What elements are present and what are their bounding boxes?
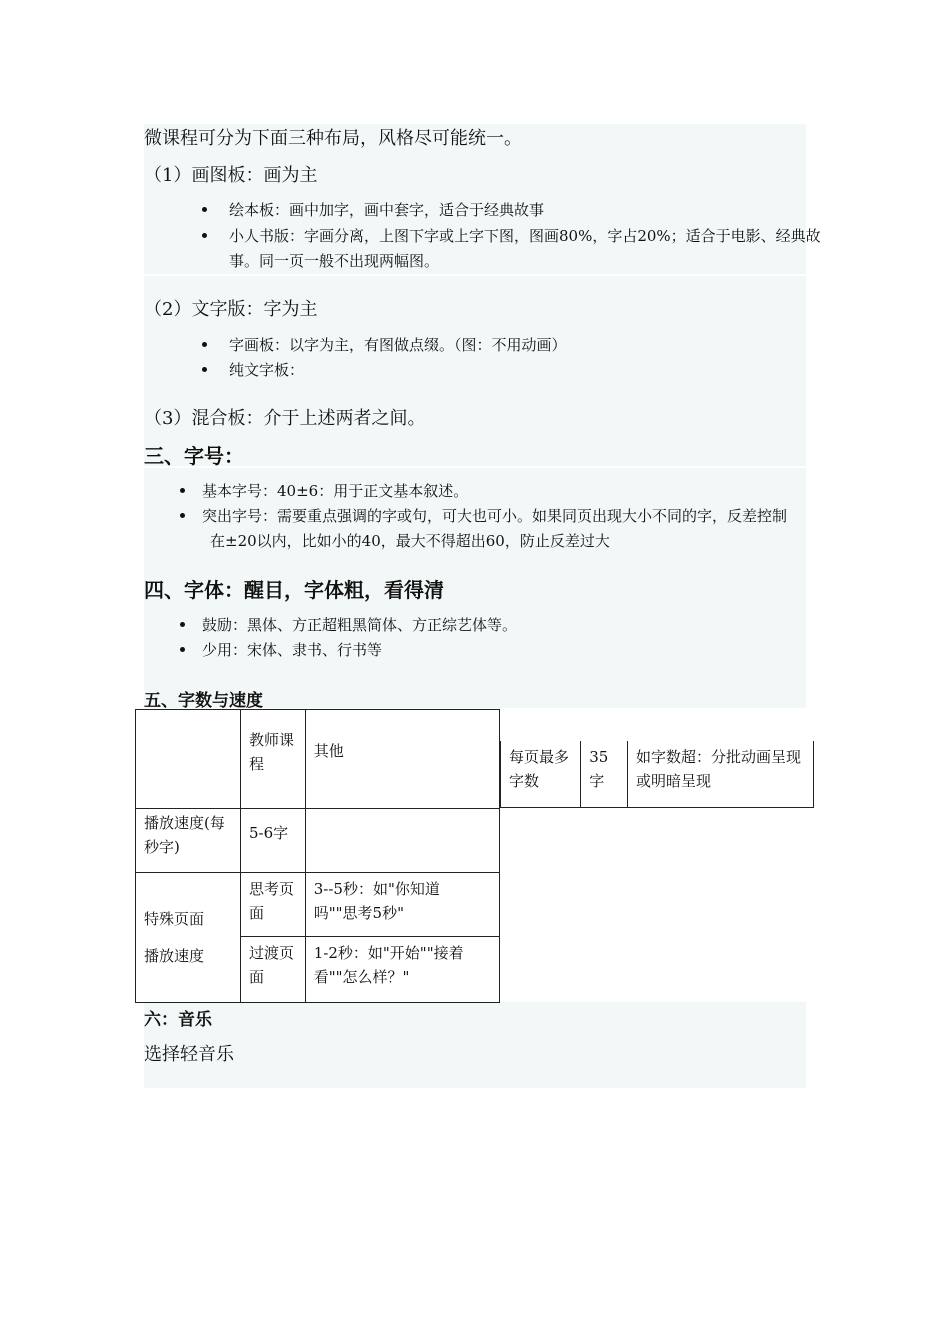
bullet-dot [180,488,185,493]
cell-line: 面 [248,904,264,922]
bullet-dot [202,367,207,372]
bullet-dot [202,233,207,238]
table-cell-overflow-note [628,741,814,807]
cell-line: 3--5秒：如"你知道 [313,880,440,898]
cell-line: 如字数超：分批动画呈现 [636,748,802,766]
section6-body: 选择轻音乐 [144,1044,234,1065]
layout3-heading: （3）混合板：介于上述两者之间。 [144,408,426,429]
section3-item-2: 突出字号：需要重点强调的字或句，可大也可小。如果同页出现大小不同的字，反差控制 [202,507,788,525]
cell-line: 过渡页 [248,944,294,962]
bullet-dot [180,513,185,518]
table-cell-think-value [305,873,499,937]
section3-item-1: 基本字号：40±6：用于正文基本叙述。 [202,482,469,500]
table-cell-empty [136,710,241,809]
shade-block-4 [144,1002,806,1088]
table-cell-think-label [240,873,305,937]
section4-item-1: 鼓励：黑体、方正超粗黑简体、方正综艺体等。 [202,616,518,634]
table-cell-speed-value [240,809,305,873]
cell-line: 特殊页面 [144,910,205,928]
cell-line: 每页最多 [509,748,570,766]
cell-line: 或明暗呈现 [636,772,712,790]
cell-line: 字 [589,772,605,790]
bullet-dot [180,647,185,652]
cell-line: 播放速度(每 [144,814,225,832]
section4-item-2: 少用：宋体、隶书、行书等 [202,641,383,659]
cell-line: 字数 [509,772,540,790]
table-header-other [305,710,499,809]
layout1-item-1: 绘本板：画中加字，画中套字，适合于经典故事 [229,201,545,219]
intro-text: 微课程可分为下面三种布局，风格尽可能统一。 [144,128,522,149]
section3-title: 三、字号： [144,444,244,468]
cell-line: 教师课 [248,731,294,749]
table-cell-max-words-label [501,741,581,807]
section5-title: 五、字数与速度 [144,691,263,711]
layout1-item-2: 小人书版：字画分离，上图下字或上字下图，图画80%，字占20%；适合于电影、经典故 [229,227,821,245]
table-cell-empty [305,809,499,873]
section4-title: 四、字体：醒目，字体粗，看得清 [144,578,444,602]
bullet-dot [202,207,207,212]
table-header-teacher [240,710,305,809]
cell-line: 面 [248,968,264,986]
speed-table [135,709,500,1003]
layout2-item-2: 纯文字板： [229,361,305,379]
table-cell-transition-label [240,937,305,1003]
cell-line: 播放速度 [144,947,205,965]
cell-line: 秒字) [144,838,180,856]
layout2-heading: （2）文字版：字为主 [144,299,318,320]
section3-item-2-cont: 在±20以内，比如小的40，最大不得超出60，防止反差过大 [210,532,610,550]
cell-line: 35 [589,748,609,766]
cell-line: 程 [248,755,264,773]
table-cell-transition-value [305,937,499,1003]
cell-line: 思考页 [248,880,294,898]
cell-line: 看""怎么样？" [313,968,410,986]
cell-line: 1-2秒：如"开始""接着 [313,944,464,962]
layout2-item-1: 字画板：以字为主，有图做点缀。（图：不用动画） [229,336,567,354]
table-cell-max-words-value [581,741,628,807]
cell-line: 5-6字 [248,824,289,842]
section6-title: 六：音乐 [144,1010,212,1030]
cell-line: 其他 [313,742,344,760]
table-cell-speed-label [136,809,241,873]
layout1-heading: （1）画图板：画为主 [144,165,318,186]
layout1-item-2-cont: 事。同一页一般不出现两幅图。 [229,252,440,270]
bullet-dot [180,622,185,627]
table-cell-special-label [136,873,241,1003]
word-limit-table [500,741,814,808]
bullet-dot [202,342,207,347]
cell-line: 吗""思考5秒" [313,904,404,922]
